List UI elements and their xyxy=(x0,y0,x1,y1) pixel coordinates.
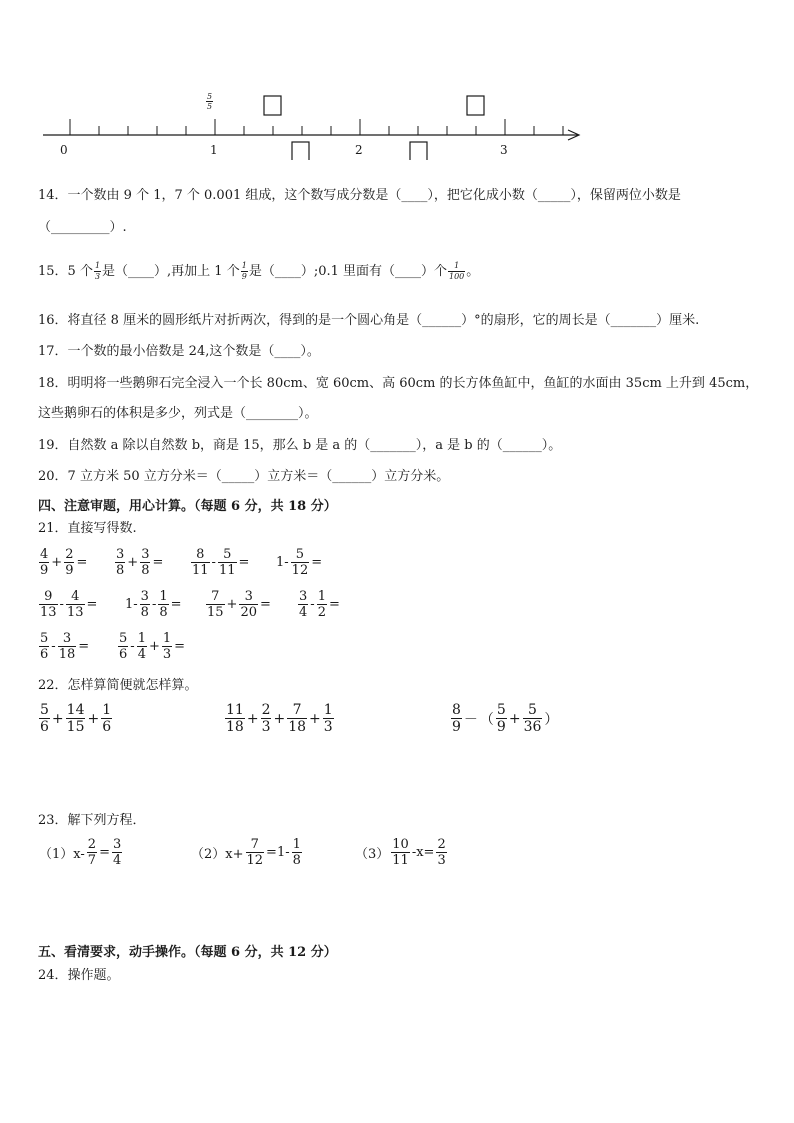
q23-eq3: （3） $\frac{10}{11}$ -x= $\frac{2}{3}$ xyxy=(355,837,446,868)
q17: 17．一个数的最小倍数是 24,这个数是（____）。 xyxy=(38,344,320,359)
q14-line1: 14．一个数由 9 个 1，7 个 0.001 组成，这个数写成分数是（____），把它化成小数（_____），保留两位小数是 xyxy=(38,188,681,203)
q21-expr: $\frac{8}{11}$ - $\frac{5}{11}$ = xyxy=(192,547,250,578)
q24: 24．操作题。 xyxy=(38,968,120,983)
q22-expr: $\frac{11}{18}$ + $\frac{2}{3}$ + $\frac{7}{18}$ + $\frac{1}{3}$ xyxy=(226,702,333,735)
q22-expr: $\frac{8}{9}$ － （ $\frac{5}{9}$ + $\frac{5}{36}$ ） xyxy=(452,702,559,735)
answer-box[interactable] xyxy=(410,142,427,160)
q21-expr: $\frac{4}{9}$ + $\frac{2}{9}$ = xyxy=(40,547,88,578)
q19: 19．自然数 a 除以自然数 b，商是 15，那么 b 是 a 的（_______），a 是 b 的（______）。 xyxy=(38,438,562,453)
q21-expr: $\frac{5}{6}$ - $\frac{1}{4}$ + $\frac{1}{3}$ = xyxy=(119,631,186,662)
section-5-heading: 五、看清要求，动手操作。（每题 6 分，共 12 分） xyxy=(38,945,337,960)
q14-line2: （_________）. xyxy=(38,220,127,235)
q21-expr: $\frac{9}{13}$ - $\frac{4}{13}$ = xyxy=(40,589,98,620)
section-4-heading: 四、注意审题，用心计算。（每题 6 分，共 18 分） xyxy=(38,499,337,514)
answer-box[interactable] xyxy=(467,96,484,115)
tick-label-3: 3 xyxy=(500,143,508,157)
q21-expr: 1- $\frac{5}{12}$ = xyxy=(276,547,323,578)
q21-expr: 1- $\frac{3}{8}$ - $\frac{1}{8}$ = xyxy=(125,589,182,620)
q21-expr: $\frac{3}{4}$ - $\frac{1}{2}$ = xyxy=(299,589,340,620)
q21-title: 21．直接写得数. xyxy=(38,521,137,536)
q18-line2: 这些鹅卵石的体积是多少，列式是（________）。 xyxy=(38,406,318,421)
q21-expr: $\frac{3}{8}$ + $\frac{3}{8}$ = xyxy=(116,547,164,578)
q23-eq2: （2）x+ $\frac{7}{12}$ =1- $\frac{1}{8}$ xyxy=(191,837,301,868)
answer-box[interactable] xyxy=(292,142,309,160)
q18-line1: 18．明明将一些鹅卵石完全浸入一个长 80cm、宽 60cm、高 60cm 的长方体鱼缸中，鱼缸的水面由 35cm 上升到 45cm， xyxy=(38,376,759,391)
q22-expr: $\frac{5}{6}$ + $\frac{14}{15}$ + $\frac{1}{6}$ xyxy=(40,702,112,735)
q20: 20．7 立方米 50 立方分米＝（_____）立方米＝（______）立方分米。 xyxy=(38,469,450,484)
q21-expr: $\frac{5}{6}$ - $\frac{3}{18}$ = xyxy=(40,631,90,662)
q16: 16．将直径 8 厘米的圆形纸片对折两次，得到的是一个圆心角是（______）°的扇形，它的周长是（_______）厘米. xyxy=(38,313,700,328)
q21-expr: $\frac{7}{15}$ + $\frac{3}{20}$ = xyxy=(207,589,271,620)
tick-label-0: 0 xyxy=(60,143,68,157)
q23-title: 23．解下列方程． xyxy=(38,813,146,828)
number-line xyxy=(38,88,598,160)
q23-eq1: （1）x- $\frac{2}{7}$ = $\frac{3}{4}$ xyxy=(39,837,122,868)
q22-title: 22．怎样算简便就怎样算。 xyxy=(38,678,198,693)
tick-label-1: 1 xyxy=(210,143,218,157)
tick-label-2: 2 xyxy=(355,143,363,157)
answer-box[interactable] xyxy=(264,96,281,115)
top-fraction-label: 5 5 xyxy=(207,92,213,111)
q15: 15．5 个 $\frac{1}{3}$ 是（____）,再加上 1 个 $\frac{1}{9}$ 是（____）;0.1 里面有（____）个 $\frac{1}{100}$ 。 xyxy=(38,261,480,281)
